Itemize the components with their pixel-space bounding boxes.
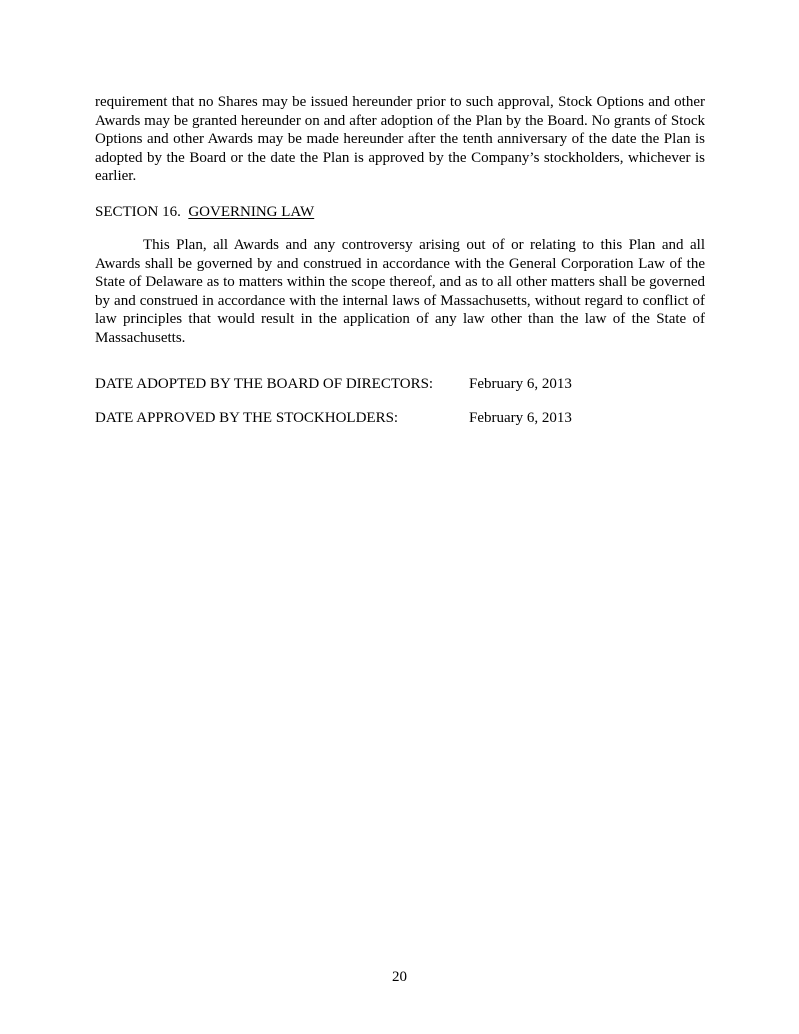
date-adopted-label: DATE ADOPTED BY THE BOARD OF DIRECTORS: <box>95 376 434 392</box>
section-number: SECTION 16. <box>95 204 181 220</box>
date-approved-value: February 6, 2013 <box>469 410 572 426</box>
page-number: 20 <box>392 969 407 985</box>
date-approved-label: DATE APPROVED BY THE STOCKHOLDERS: <box>95 410 399 426</box>
date-adopted-value: February 6, 2013 <box>469 376 572 392</box>
continued-paragraph: requirement that no Shares may be issued hereunder prior to such approval, Stock Options and other Awards may be granted hereunder on and after adoption of the Plan by the Board. No grants of Stock Options and other Awards may be made hereunder after the tenth anniversary of the date the Plan is adopted by the Board or the date the Plan is approved by the Company’s stockholders, whichever is earlier. <box>95 94 705 185</box>
section-title: GOVERNING LAW <box>188 204 315 220</box>
section-heading <box>95 203 314 222</box>
section-body: This Plan, all Awards and any controversy arising out of or relating to this Plan and all Awards shall be governed by and construed in accordance with the General Corporation Law of the State of Delaware as to matters within the scope thereof, and as to all other matters shall be governed by and construed in accordance with the internal laws of Massachusetts, without regard to conflict of law principles that would result in the application of any law other than the law of the State of Massachusetts. <box>95 237 705 346</box>
